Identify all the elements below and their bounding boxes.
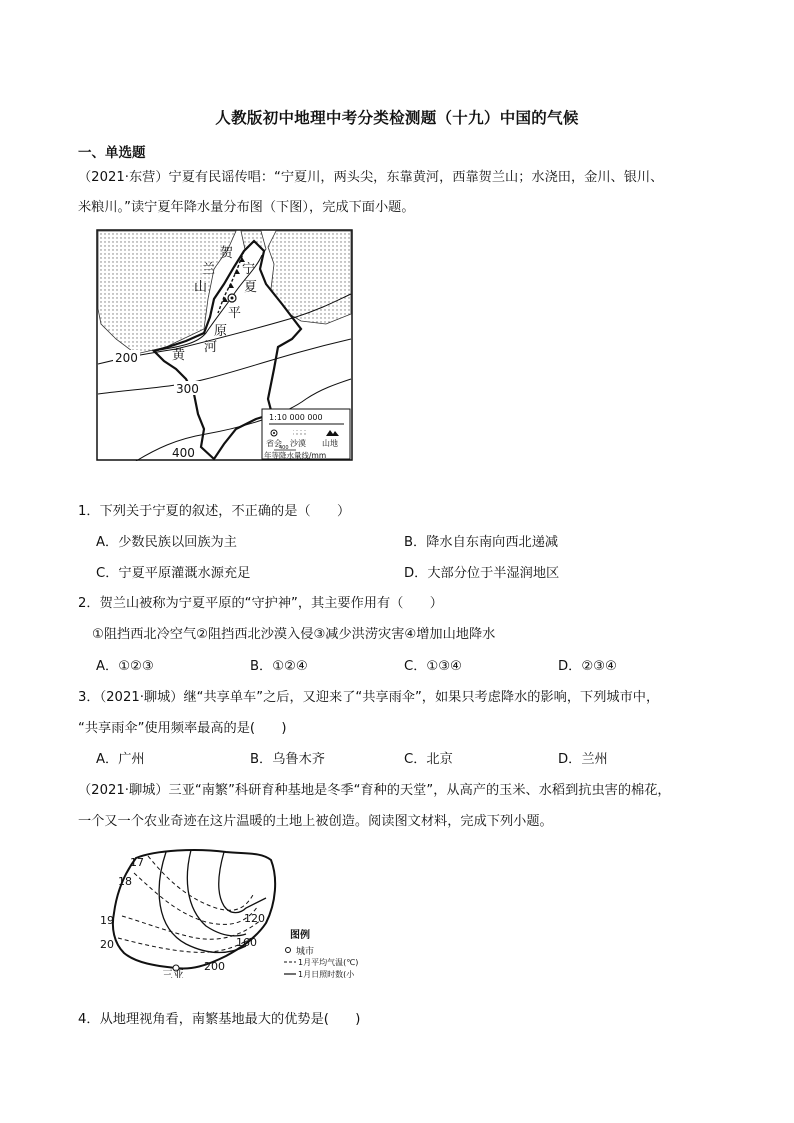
label-huang: 黄 xyxy=(172,348,186,363)
legend-scale: 1:10 000 000 xyxy=(269,413,323,422)
label-isohyet-400: 400 xyxy=(172,446,195,460)
q2-option-b[interactable]: B．①②④ xyxy=(250,659,308,674)
legend-temp: 1月平均气温(℃) xyxy=(298,958,359,967)
label-isotherm-19: 19 xyxy=(100,914,114,927)
q1-stem: 1．下列关于宁夏的叙述，不正确的是（ ） xyxy=(78,504,351,519)
q2-option-c[interactable]: C．①③④ xyxy=(404,659,462,674)
legend-sunshine: 1月日照时数(小 xyxy=(298,970,355,978)
legend-iso-caption: 年等降水量线/mm xyxy=(264,451,327,460)
q1-option-c[interactable]: C．宁夏平原灌溉水源充足 xyxy=(96,566,251,581)
label-sunshine-200: 200 xyxy=(204,960,225,973)
label-isohyet-300: 300 xyxy=(176,382,199,396)
label-isohyet-200: 200 xyxy=(115,351,138,365)
ningxia-precipitation-map xyxy=(96,229,353,461)
q3-option-b[interactable]: B．乌鲁木齐 xyxy=(250,752,325,767)
label-shan: 山 xyxy=(194,280,208,295)
label-he: 贺 xyxy=(220,246,234,261)
q3-stem-line2: “共享雨伞”使用频率最高的是( ) xyxy=(78,721,287,736)
q2-option-d[interactable]: D．②③④ xyxy=(558,659,617,674)
q3-option-a[interactable]: A．广州 xyxy=(96,752,145,767)
legend-city-icon xyxy=(286,948,291,953)
q2-stem: 2．贺兰山被称为宁夏平原的“守护神”，其主要作用有（ ） xyxy=(78,596,443,611)
map1-legend xyxy=(262,409,350,460)
label-river: 河 xyxy=(204,340,218,355)
legend-title: 图例 xyxy=(290,930,310,941)
map2-legend xyxy=(284,928,358,978)
q1-option-d[interactable]: D．大部分位于半湿润地区 xyxy=(404,566,560,581)
legend-desert-icon xyxy=(293,430,307,436)
intro1-line2: 米粮川。”读宁夏年降水量分布图（下图），完成下面小题。 xyxy=(78,200,415,215)
intro2-line2: 一个又一个农业奇迹在这片温暖的土地上被创造。阅读图文材料，完成下列小题。 xyxy=(78,814,553,829)
legend-iso-sample: 400 xyxy=(279,445,289,451)
label-isotherm-17: 17 xyxy=(130,856,144,869)
label-ping: 平 xyxy=(228,306,242,321)
q4-stem: 4．从地理视角看，南繁基地最大的优势是( ) xyxy=(78,1012,361,1027)
q3-option-d[interactable]: D．兰州 xyxy=(558,752,608,767)
label-ning: 宁 xyxy=(242,262,256,277)
q3-option-c[interactable]: C．北京 xyxy=(404,752,453,767)
page-title: 人教版初中地理中考分类检测题（十九）中国的气候 xyxy=(215,109,579,127)
label-lan: 兰 xyxy=(202,262,216,277)
label-sunshine-120: 120 xyxy=(244,912,265,925)
section-heading: 一、单选题 xyxy=(78,145,146,161)
legend-city: 城市 xyxy=(296,947,315,957)
label-yuan: 原 xyxy=(214,324,228,339)
label-xia: 夏 xyxy=(244,280,258,295)
q3-stem-line1: 3．（2021·聊城）继“共享单车”之后，又迎来了“共享雨伞”，如果只考虑降水的影响，下列城市中， xyxy=(78,690,660,705)
q2-option-a[interactable]: A．①②③ xyxy=(96,659,154,674)
q1-option-a[interactable]: A．少数民族以回族为主 xyxy=(96,535,237,550)
legend-desert: 沙漠 xyxy=(290,439,306,448)
label-sanya: 三亚 xyxy=(162,968,184,978)
label-isotherm-20: 20 xyxy=(100,938,114,951)
intro2-line1: （2021·聊城）三亚“南繁”科研育种基地是冬季“育种的天堂”，从高产的玉米、水稻到抗虫害的棉花， xyxy=(78,783,671,798)
label-isotherm-18: 18 xyxy=(118,875,132,888)
hainan-map xyxy=(96,838,366,978)
legend-capital: 省会 xyxy=(266,439,282,448)
legend-mountain: 山地 xyxy=(322,439,338,448)
intro1-line1: （2021·东营）宁夏有民谣传唱：“宁夏川，两头尖，东靠黄河，西靠贺兰山；水浇田，金川、银川、 xyxy=(78,170,664,185)
label-sunshine-160: 160 xyxy=(236,936,257,949)
q1-option-b[interactable]: B．降水自东南向西北递减 xyxy=(404,535,559,550)
q2-items: ①阻挡西北冷空气②阻挡西北沙漠入侵③减少洪涝灾害④增加山地降水 xyxy=(92,627,496,642)
